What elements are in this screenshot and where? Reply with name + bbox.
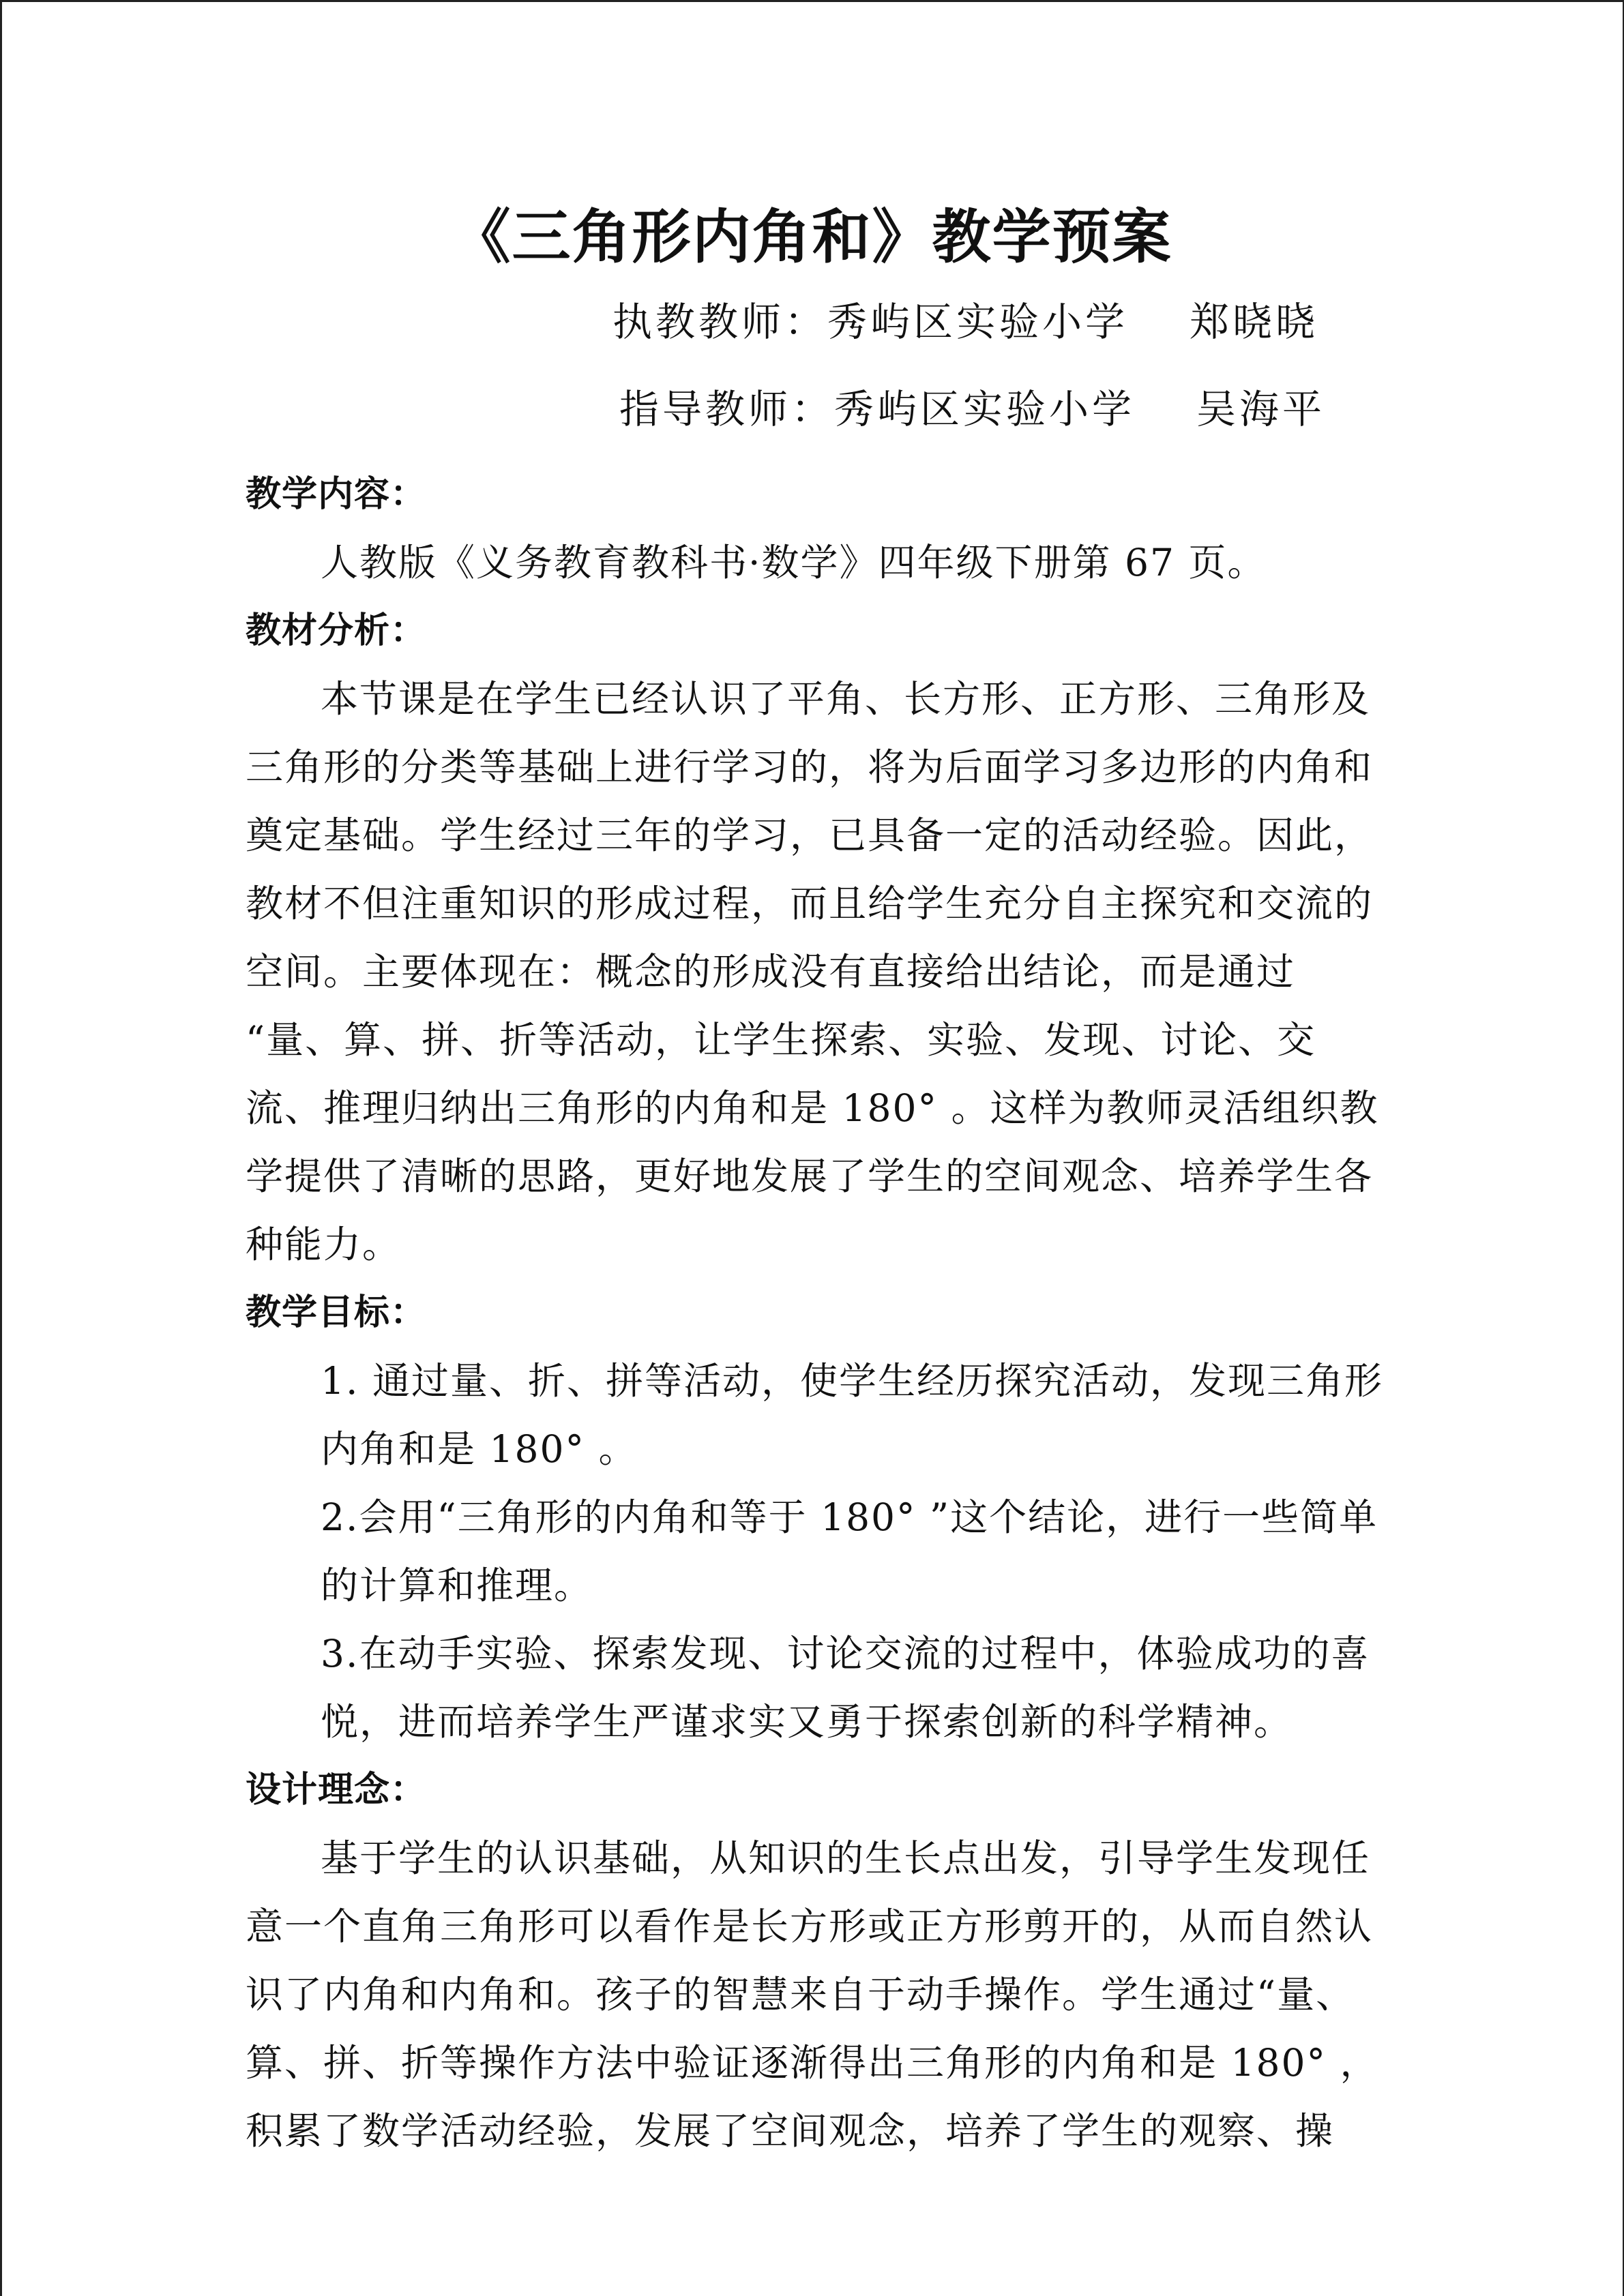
goal-line: 2.会用“三角形的内角和等于 180° ”这个结论，进行一些简单 (321, 1495, 1378, 1539)
executing-teacher-name: 郑晓晓 (1190, 299, 1319, 345)
section-heading-analysis: 教材分析： (246, 610, 427, 651)
concept-line: 基于学生的认识基础，从知识的生长点出发，引导学生发现任 (321, 1836, 1371, 1880)
concept-line: 意一个直角三角形可以看作是长方形或正方形剪开的，从而自然认 (246, 1905, 1374, 1948)
concept-line: 识了内角和内角和。孩子的智慧来自于动手操作。学生通过“量、 (246, 1973, 1355, 2016)
analysis-line: 教材不但注重知识的形成过程，而且给学生充分自主探究和交流的 (246, 882, 1374, 925)
concept-line: 积累了数学活动经验，发展了空间观念，培养了学生的观察、操 (246, 2109, 1335, 2153)
document-body (246, 460, 1383, 2165)
section-heading-concept: 设计理念： (246, 1770, 427, 1810)
analysis-line: 空间。主要体现在：概念的形成没有直接给出结论，而是通过 (246, 950, 1296, 994)
analysis-line: 种能力。 (246, 1223, 402, 1266)
analysis-line: 流、推理归纳出三角形的内角和是 180° 。这样为教师灵活组织教 (246, 1086, 1379, 1130)
analysis-line: 学提供了清晰的思路，更好地发展了学生的空间观念、培养学生各 (246, 1154, 1374, 1198)
goal-line: 3.在动手实验、探索发现、讨论交流的过程中，体验成功的喜 (321, 1632, 1370, 1675)
goal-line: 的计算和推理。 (321, 1564, 593, 1607)
executing-teacher-line (612, 295, 1318, 349)
goal-line: 1. 通过量、折、拼等活动，使学生经历探究活动，发现三角形 (321, 1359, 1383, 1403)
analysis-line: 三角形的分类等基础上进行学习的，将为后面学习多边形的内角和 (246, 745, 1374, 789)
content-line: 人教版《义务教育教科书·数学》四年级下册第 67 页。 (321, 541, 1267, 584)
goal-line: 内角和是 180° 。 (321, 1427, 638, 1471)
document-title: 《三角形内角和》教学预案 (452, 203, 1172, 271)
analysis-line: 本节课是在学生已经认识了平角、长方形、正方形、三角形及 (321, 677, 1371, 721)
guiding-teacher-line (619, 382, 1325, 436)
section-heading-content: 教学内容： (246, 474, 427, 515)
guiding-teacher-role: 指导教师：秀屿区实验小学 (619, 386, 1136, 432)
analysis-line: “量、算、拼、折等活动，让学生探索、实验、发现、讨论、交 (246, 1018, 1316, 1062)
goal-line: 悦，进而培养学生严谨求实又勇于探索创新的科学精神。 (321, 1700, 1293, 1744)
section-heading-goals: 教学目标： (246, 1292, 427, 1333)
analysis-line: 奠定基础。学生经过三年的学习，已具备一定的活动经验。因此， (246, 814, 1374, 857)
guiding-teacher-name: 吴海平 (1196, 386, 1326, 432)
executing-teacher-role: 执教教师：秀屿区实验小学 (612, 299, 1129, 345)
concept-line: 算、拼、折等操作方法中验证逐渐得出三角形的内角和是 180° ， (246, 2041, 1379, 2085)
